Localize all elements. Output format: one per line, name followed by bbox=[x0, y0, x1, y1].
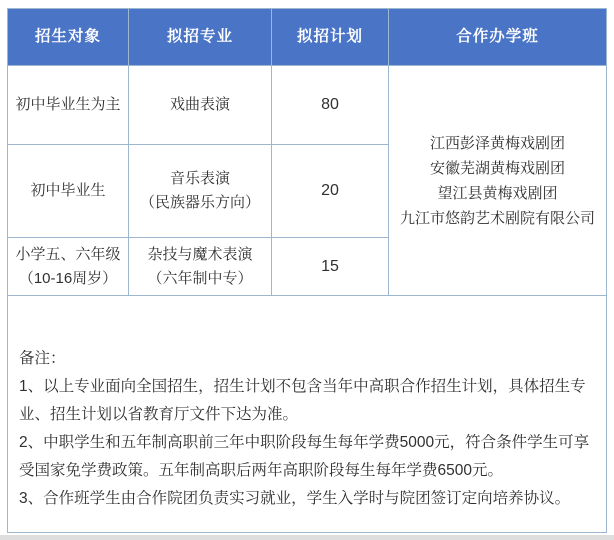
cell-target-row3 bbox=[8, 238, 129, 296]
cell-target-row1: 初中毕业生为主 bbox=[8, 66, 129, 145]
notes-label: 备注： bbox=[19, 350, 66, 367]
partner-troupe: 九江市悠韵艺术剧院有限公司 bbox=[399, 209, 595, 227]
cell-partner-troupes bbox=[389, 66, 606, 296]
note-item-1: 1、以上专业面向全国招生，招生计划不包含当年中高职合作招生计划，具体招生专业、招生计划以省教育厅文件下达为准。 bbox=[19, 378, 586, 423]
major-line2: （六年制中专） bbox=[147, 269, 253, 287]
cell-plan-row3: 15 bbox=[272, 238, 389, 296]
admissions-table bbox=[7, 8, 607, 533]
cell-major-row3 bbox=[129, 238, 272, 296]
header-major: 拟招专业 bbox=[129, 9, 272, 66]
header-partner-class: 合作办学班 bbox=[389, 9, 606, 66]
major-line1: 音乐表演 bbox=[169, 170, 230, 187]
target-line2: （10-16周岁） bbox=[18, 269, 118, 287]
partner-troupe: 望江县黄梅戏剧团 bbox=[437, 184, 558, 202]
header-plan: 拟招计划 bbox=[272, 9, 389, 66]
note-item-2: 2、中职学生和五年制高职前三年中职阶段每生每年学费5000元，符合条件学生可享受国家免学费政策。五年制高职后两年高职阶段每生每年学费6500元。 bbox=[19, 434, 590, 479]
partner-troupe: 江西彭泽黄梅戏剧团 bbox=[429, 134, 565, 152]
target-line1: 小学五、六年级 bbox=[15, 245, 121, 263]
header-target: 招生对象 bbox=[8, 9, 129, 66]
partner-troupe: 安徽芜湖黄梅戏剧团 bbox=[429, 159, 565, 177]
cell-plan-row1: 80 bbox=[272, 66, 389, 145]
notes-cell bbox=[8, 296, 606, 532]
note-item-3: 3、合作班学生由合作院团负责实习就业，学生入学时与院团签订定向培养协议。 bbox=[19, 490, 571, 507]
major-line2: （民族器乐方向） bbox=[139, 194, 260, 211]
cell-plan-row2: 20 bbox=[272, 145, 389, 238]
cell-target-row2: 初中毕业生 bbox=[8, 145, 129, 238]
major-line1: 杂技与魔术表演 bbox=[147, 245, 253, 263]
screenshot-bottom-edge bbox=[0, 535, 614, 540]
cell-major-row1: 戏曲表演 bbox=[129, 66, 272, 145]
cell-major-row2 bbox=[129, 145, 272, 238]
